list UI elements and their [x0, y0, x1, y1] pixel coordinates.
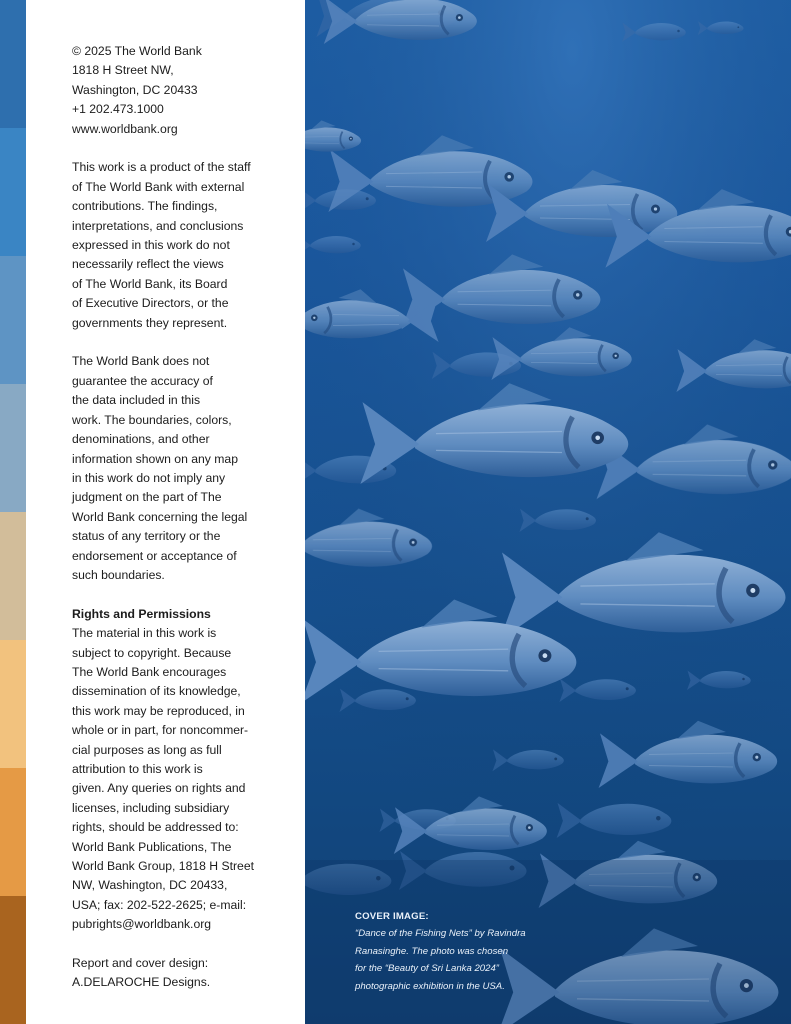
paragraph-line: subject to copyright. Because: [72, 645, 232, 660]
cover-photo-fish-school: [305, 0, 791, 1024]
color-strip: [0, 0, 26, 1024]
design-credit-label: Report and cover design:: [72, 956, 209, 971]
website-link[interactable]: www.worldbank.org: [72, 121, 178, 136]
paragraph-line: of The World Bank with external: [72, 179, 245, 194]
paragraph-line: rights, should be addressed to:: [72, 820, 239, 835]
contact-block: [72, 42, 287, 139]
paragraph-line: The World Bank does not: [72, 354, 210, 369]
design-credit: [72, 954, 287, 993]
paragraph-line: World Bank Group, 1818 H Street: [72, 859, 255, 874]
rights-heading: Rights and Permissions: [72, 606, 211, 621]
color-band-3: [0, 256, 26, 384]
paragraph-line: dissemination of its knowledge,: [72, 684, 241, 699]
color-band-1: [0, 0, 26, 128]
paragraph-line: in this work do not imply any: [72, 470, 226, 485]
paragraph-line: judgment on the part of The: [72, 490, 222, 505]
cover-image-caption: [355, 908, 585, 995]
paragraph-line: given. Any queries on rights and: [72, 781, 246, 796]
paragraph-line: licenses, including subsidiary: [72, 800, 230, 815]
color-band-4: [0, 384, 26, 512]
rights-permissions-section: [72, 605, 287, 935]
copyright-text-column: [72, 42, 287, 1012]
color-band-2: [0, 128, 26, 256]
paragraph-line: USA; fax: 202-522-2625; e-mail:: [72, 897, 247, 912]
rights-email[interactable]: pubrights@worldbank.org: [72, 917, 212, 932]
paragraph-line: attribution to this work is: [72, 761, 203, 776]
color-band-6: [0, 640, 26, 768]
paragraph-line: endorsement or acceptance of: [72, 548, 237, 563]
paragraph-line: information shown on any map: [72, 451, 238, 466]
paragraph-line: contributions. The findings,: [72, 199, 218, 214]
color-band-8: [0, 896, 26, 1024]
paragraph-line: World Bank concerning the legal: [72, 509, 248, 524]
paragraph-line: interpretations, and conclusions: [72, 218, 244, 233]
paragraph-line: guarantee the accuracy of: [72, 373, 213, 388]
paragraph-line: NW, Washington, DC 20433,: [72, 878, 228, 893]
staff-disclaimer-paragraph: [72, 158, 287, 333]
paragraph-line: necessarily reflect the views: [72, 257, 224, 272]
copyright-line: © 2025 The World Bank: [72, 44, 202, 58]
color-band-7: [0, 768, 26, 896]
accuracy-disclaimer-paragraph: [72, 352, 287, 585]
address-street: 1818 H Street NW,: [72, 63, 174, 78]
paragraph-line: This work is a product of the staff: [72, 160, 251, 175]
paragraph-line: World Bank Publications, The: [72, 839, 232, 854]
paragraph-line: of The World Bank, its Board: [72, 276, 228, 291]
caption-title: COVER IMAGE:: [355, 911, 429, 922]
paragraph-line: cial purposes as long as full: [72, 742, 222, 757]
caption-line: for the “Beauty of Sri Lanka 2024”: [355, 963, 499, 975]
paragraph-line: this work may be reproduced, in: [72, 703, 245, 718]
paragraph-line: The material in this work is: [72, 626, 217, 641]
paragraph-line: of Executive Directors, or the: [72, 296, 229, 311]
address-city: Washington, DC 20433: [72, 82, 198, 97]
design-credit-name: A.DELAROCHE Designs.: [72, 975, 211, 990]
paragraph-line: the data included in this: [72, 393, 201, 408]
paragraph-line: such boundaries.: [72, 567, 165, 582]
caption-line: “Dance of the Fishing Nets” by Ravindra: [355, 928, 526, 940]
paragraph-line: denominations, and other: [72, 432, 210, 447]
paragraph-line: whole or in part, for noncommer-: [72, 723, 249, 738]
paragraph-line: expressed in this work do not: [72, 238, 230, 253]
color-band-5: [0, 512, 26, 640]
caption-line: photographic exhibition in the USA.: [355, 980, 505, 992]
paragraph-line: work. The boundaries, colors,: [72, 412, 232, 427]
paragraph-line: governments they represent.: [72, 315, 228, 330]
caption-line: Ranasinghe. The photo was chosen: [355, 945, 509, 957]
phone-number: +1 202.473.1000: [72, 102, 164, 117]
paragraph-line: status of any territory or the: [72, 529, 221, 544]
fish-school-illustration: [305, 0, 791, 1024]
paragraph-line: The World Bank encourages: [72, 664, 227, 679]
